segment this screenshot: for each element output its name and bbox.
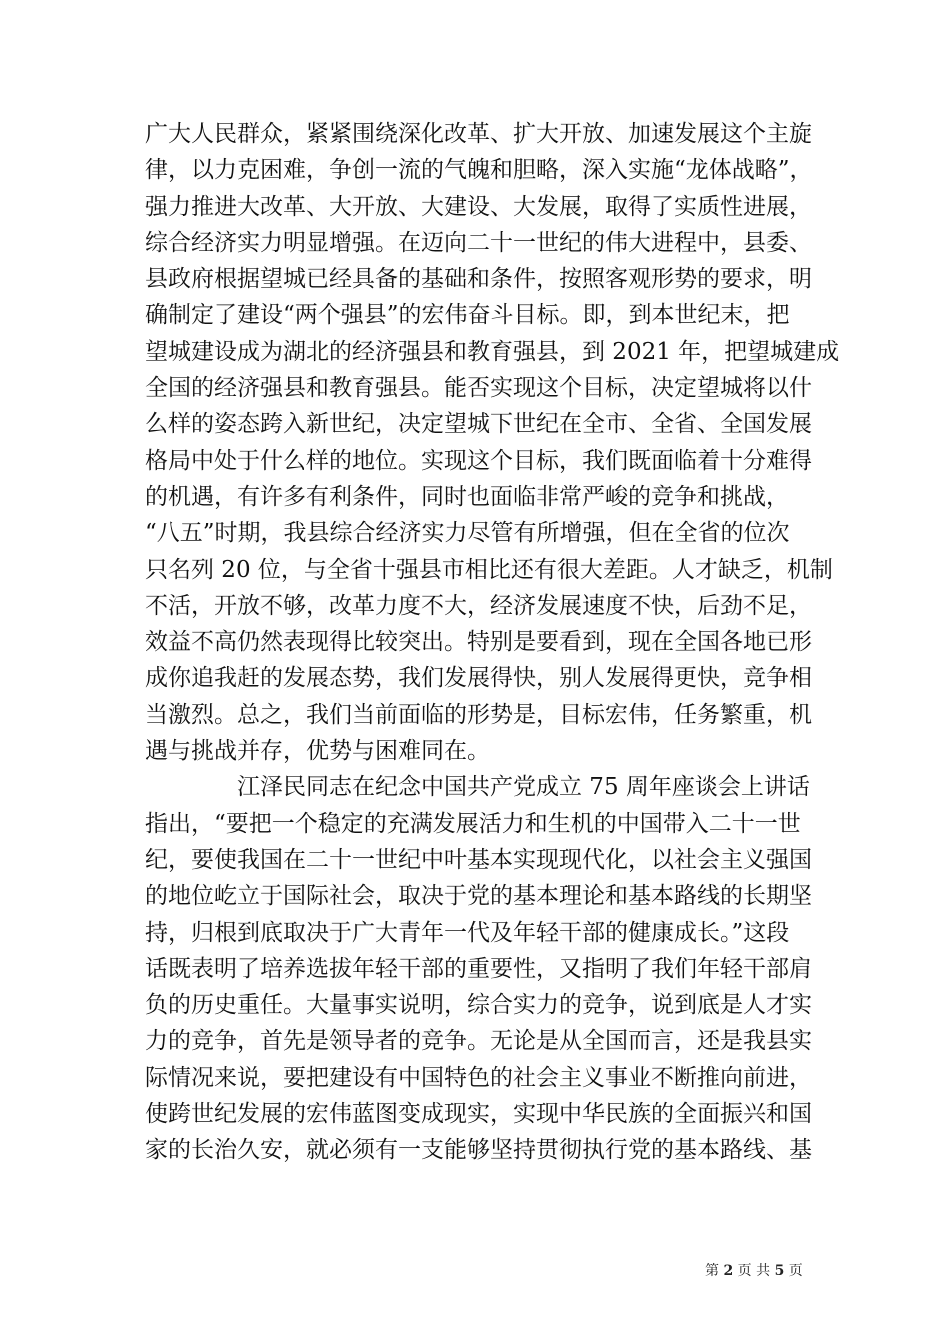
text-line: 广大人民群众，紧紧围绕深化改革、扩大开放、加速发展这个主旋 bbox=[145, 121, 812, 147]
text-line: 纪，要使我国在二十一世纪中叶基本实现现代化，以社会主义强国 bbox=[145, 846, 812, 873]
text-line: 的地位屹立于国际社会，取决于党的基本理论和基本路线的长期坚 bbox=[145, 883, 812, 910]
text-line: 全国的经济强县和教育强县。能否实现这个目标，决定望城将以什 bbox=[145, 375, 812, 402]
text-line: 成你追我赶的发展态势，我们发展得快，别人发展得更快，竞争相 bbox=[145, 665, 812, 692]
page-number-footer bbox=[705, 1262, 803, 1280]
current-page-number: 2 bbox=[723, 1263, 734, 1279]
text-line: 的机遇，有许多有利条件，同时也面临非常严峻的竞争和挑战， bbox=[145, 483, 789, 510]
body-text bbox=[145, 116, 840, 1169]
text-line: 只名列 20 位，与全省十强县市相比还有很大差距。人才缺乏，机制 bbox=[145, 556, 833, 583]
text-line: 确制定了建设“两个强县”的宏伟奋斗目标。即，到本世纪末，把 bbox=[145, 302, 790, 329]
text-line: 当激烈。总之，我们当前面临的形势是，目标宏伟，任务繁重，机 bbox=[145, 701, 812, 728]
text-line: 律，以力克困难，争创一流的气魄和胆略，深入实施“龙体战略”， bbox=[145, 157, 813, 184]
footer-prefix: 第 bbox=[705, 1263, 719, 1279]
text-line: 负的历史重任。大量事实说明，综合实力的竞争，说到底是人才实 bbox=[145, 992, 812, 1019]
text-line: 家的长治久安，就必须有一支能够坚持贯彻执行党的基本路线、基 bbox=[145, 1137, 812, 1164]
text-line: 力的竞争，首先是领导者的竞争。无论是从全国而言，还是我县实 bbox=[145, 1028, 812, 1055]
footer-suffix: 页 bbox=[788, 1263, 803, 1279]
text-line: 使跨世纪发展的宏伟蓝图变成现实，实现中华民族的全面振兴和国 bbox=[145, 1101, 812, 1128]
text-line: 综合经济实力明显增强。在迈向二十一世纪的伟大进程中，县委、 bbox=[145, 229, 812, 256]
text-line: 话既表明了培养选拔年轻干部的重要性，又指明了我们年轻干部肩 bbox=[145, 955, 812, 982]
text-line: 遇与挑战并存，优势与困难同在。 bbox=[145, 738, 490, 765]
text-line: 持，归根到底取决于广大青年一代及年轻干部的健康成长。”这段 bbox=[145, 919, 790, 946]
text-line: 望城建设成为湖北的经济强县和教育强县，到 2021 年，把望城建成 bbox=[145, 338, 840, 365]
text-line: 么样的姿态跨入新世纪，决定望城下世纪在全市、全省、全国发展 bbox=[145, 411, 812, 438]
text-line: 县政府根据望城已经具备的基础和条件，按照客观形势的要求，明 bbox=[145, 266, 812, 293]
total-pages-number: 5 bbox=[774, 1263, 785, 1279]
text-line: 格局中处于什么样的地位。实现这个目标，我们既面临着十分难得 bbox=[145, 447, 812, 474]
footer-middle: 页 共 bbox=[737, 1263, 771, 1279]
text-line: 指出，“要把一个稳定的充满发展活力和生机的中国带入二十一世 bbox=[145, 810, 801, 837]
text-line: 不活，开放不够，改革力度不大，经济发展速度不快，后劲不足， bbox=[145, 592, 812, 619]
paragraph-start-line: 江泽民同志在纪念中国共产党成立 75 周年座谈会上讲话 bbox=[237, 774, 810, 801]
text-line: 强力推进大改革、大开放、大建设、大发展，取得了实质性进展， bbox=[145, 193, 812, 220]
text-line: 效益不高仍然表现得比较突出。特别是要看到，现在全国各地已形 bbox=[145, 629, 812, 656]
text-line: “八五”时期，我县综合经济实力尽管有所增强，但在全省的位次 bbox=[145, 520, 790, 547]
text-line: 际情况来说，要把建设有中国特色的社会主义事业不断推向前进， bbox=[145, 1064, 812, 1091]
